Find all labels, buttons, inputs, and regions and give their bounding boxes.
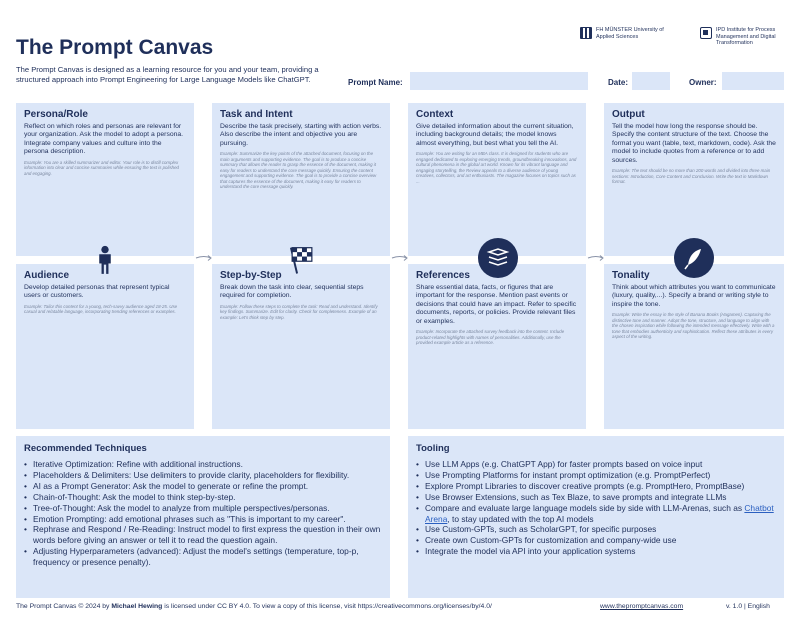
- references-card[interactable]: [408, 264, 586, 429]
- list-item: • Rephrase and Respond / Re-Reading: Instruct model to first express the question in their own words before giving an answer or tell it to read the question again.: [24, 524, 382, 546]
- list-item: • Tree-of-Thought: Ask the model to analyze from multiple perspectives/personas.: [24, 503, 382, 514]
- audience-title: Audience: [24, 270, 70, 281]
- chatbot-arena-link[interactable]: Chatbot Arena: [425, 502, 774, 524]
- list-item: • Integrate the model via API into your application systems: [416, 546, 776, 557]
- list-item: [416, 503, 776, 525]
- checkered-flag-icon: [282, 240, 322, 280]
- books-icon: [478, 238, 518, 278]
- list-item: • Iterative Optimization: Refine with additional instructions.: [24, 459, 382, 470]
- list-item: • Use Custom-GPTs, such as ScholarGPT, for specific purposes: [416, 524, 776, 535]
- list-item: • Explore Prompt Libraries to discover creative prompts (e.g. PromptHero, PromptBase): [416, 481, 776, 492]
- tonality-example: Example: Write the essay in the style of Banana Books (Hagamen). Capturing the distinctive tone and manner. Adopt the tone, structure, and language to align with the chosen inspiration while following the intended message effectively. Write with a tone that embodies authenticity and sophistication. Reflect these attributes in every aspect of the writing.: [612, 312, 775, 340]
- license-text: [16, 603, 492, 610]
- persona-card[interactable]: [16, 103, 194, 256]
- context-card[interactable]: [408, 103, 586, 256]
- logo-text-2: IPD Institute for Process Management and Digital Transformation: [716, 27, 776, 46]
- list-item: • Chain-of-Thought: Ask the model to think step-by-step.: [24, 492, 382, 503]
- owner-label: Owner:: [689, 78, 717, 87]
- list-item: • Use Prompting Platforms for instant prompt optimization (e.g. PromptPerfect): [416, 470, 776, 481]
- task-card[interactable]: [212, 103, 390, 256]
- persona-example: Example: You are a skilled summarizer and editor. Your role is to distill complex information into clear and concise summaries while ensuring the text is polished and engaging.: [24, 159, 179, 176]
- person-icon: [85, 240, 125, 280]
- feather-icon: [674, 238, 714, 278]
- date-field[interactable]: [632, 72, 670, 90]
- references-title: References: [416, 270, 470, 281]
- arrow-icon: [391, 254, 409, 262]
- context-desc: Give detailed information about the current situation, including background details; the model knows almost everything, but best what you tell the AI.: [416, 123, 574, 147]
- arena-text-pre: Compare and evaluate large language models side by side with LLM-Arenas, such as: [425, 502, 745, 513]
- references-desc: Share essential data, facts, or figures that are important for the response. Mention past events or decisions that could have an impact. Refer to specific documents, reports, or policies. Provide relevant files or examples.: [416, 284, 577, 325]
- page-title: The Prompt Canvas: [16, 36, 214, 59]
- list-item: • Create own Custom-GPTs for customization and company-wide use: [416, 535, 776, 546]
- arena-text-post: , to stay updated with the top AI models: [447, 513, 594, 524]
- step-example: Example: Follow these steps to complete the task: Read and understand. Identify key findings. Summarize. Edit for clarity. Check for completeness. Example of an example: Let's think step by step.: [220, 303, 378, 320]
- logo-text-1: FH MÜNSTER University of Applied Sciences: [596, 27, 664, 40]
- task-title: Task and Intent: [220, 109, 293, 120]
- ipd-logo-icon: [700, 27, 712, 39]
- persona-title: Persona/Role: [24, 109, 88, 120]
- techniques-list: [24, 459, 382, 568]
- prompt-name-label: Prompt Name:: [348, 78, 403, 87]
- techniques-title: Recommended Techniques: [24, 443, 147, 454]
- arrow-icon: [587, 254, 605, 262]
- task-example: Example: Summarize the key points of the attached document, focusing on the main arguments and supporting evidence. The goal is to produce a concise summary that allows the reader to grasp the essence of the document, making it easy for readers to understand the core message quickly. Ensuring the content engagement and supporting evidence. The goal is to provide a concise overview that captures the essence of the document, making it easy for readers to understand the core message quickly.: [220, 151, 377, 190]
- list-item: • Adjusting Hyperparameters (advanced): Adjust the model's settings (temperature, top-p, frequency or presence penalty).: [24, 546, 382, 568]
- output-example: Example: The text should be no more than 200 words and divided into three main sections: Introduction, Core Content and Conclusion. Write the text in Markdown format.: [612, 168, 771, 185]
- context-example: Example: You are writing for an MBA class. It is designed for students who are engaged dedicated to exploring emerging trends, groundbreaking innovations, and cultural phenomena in the global art world. Known for its vibrant language and engaging storytelling, the Review appeals to a diverse audience of young creatives, collectors, and art enthusiasts. The magazine focuses on topics such as ...: [416, 151, 577, 184]
- tonality-desc: Think about which attributes you want to communicate (luxury, quality,...). Specify a brand or writing style to inspire the tone.: [612, 284, 776, 308]
- task-desc: Describe the task precisely, starting with action verbs. Also describe the intent and objective you are pursuing.: [220, 123, 382, 147]
- date-label: Date:: [608, 78, 629, 87]
- ipd-logo: [700, 27, 800, 47]
- arrow-icon: [195, 254, 213, 262]
- persona-desc: Reflect on which roles and personas are relevant for your organization. Ask the model to adopt a persona. Integrate company values and culture into the persona description.: [24, 123, 184, 156]
- list-item: • Placeholders & Delimiters: Use delimiters to provide clarity, placeholders for flexibility.: [24, 470, 382, 481]
- tooling-list: [416, 459, 776, 557]
- version-text: v. 1.0 | English: [726, 603, 770, 610]
- audience-example: Example: Tailor this content for a young, tech-savvy audience aged 18-25. Use casual and relatable language, incorporating trending references or examples.: [24, 303, 178, 315]
- output-desc: Tell the model how long the response should be. Specify the content structure of the text. Choose the format you want (table, text, markdown, code). Ask the model to include quotes from a reference or to add sources.: [612, 123, 776, 164]
- step-card[interactable]: [212, 264, 390, 429]
- tonality-card[interactable]: [604, 264, 784, 429]
- tooling-section: [408, 436, 784, 598]
- list-item: • Use LLM Apps (e.g. ChatGPT App) for faster prompts based on voice input: [416, 459, 776, 470]
- step-title: Step-by-Step: [220, 270, 282, 281]
- tooling-title: Tooling: [416, 443, 450, 454]
- fh-logo-icon: [580, 27, 592, 39]
- logos: [580, 27, 800, 47]
- step-desc: Break down the task into clear, sequential steps required for completion.: [220, 284, 364, 300]
- license-pre: The Prompt Canvas © 2024 by: [16, 603, 112, 610]
- author-name: Michael Hewing: [111, 603, 163, 610]
- output-card[interactable]: [604, 103, 784, 256]
- website-link[interactable]: www.thepromptcanvas.com: [600, 603, 684, 610]
- prompt-name-field[interactable]: [410, 72, 588, 90]
- list-item: • Use Browser Extensions, such as Tex Blaze, to save prompts and integrate LLMs: [416, 492, 776, 503]
- audience-card[interactable]: [16, 264, 194, 429]
- output-title: Output: [612, 109, 645, 120]
- techniques-section: [16, 436, 390, 598]
- license-post: is licensed under CC BY 4.0. To view a copy of this license, visit https://creativecommons.org/licenses/by/4.0/: [162, 603, 492, 610]
- context-title: Context: [416, 109, 454, 120]
- list-item: • Emotion Prompting: add emotional phrases such as "This is important to my career".: [24, 514, 382, 525]
- intro-text: The Prompt Canvas is designed as a learning resource for you and your team, providing a structured approach into Prompt Engineering for Large Language Models like ChatGPT.: [16, 65, 319, 84]
- list-item: • AI as a Prompt Generator: Ask the model to generate or refine the prompt.: [24, 481, 382, 492]
- references-example: Example: Incorporate the attached survey feedback into the content. Include product-related highlights with names of personalities. Additionally, use the provided example article as a reference.: [416, 329, 565, 346]
- audience-desc: Develop detailed personas that represent typical users or customers.: [24, 284, 170, 300]
- owner-field[interactable]: [722, 72, 784, 90]
- fh-muenster-logo: [580, 27, 676, 47]
- tonality-title: Tonality: [612, 270, 650, 281]
